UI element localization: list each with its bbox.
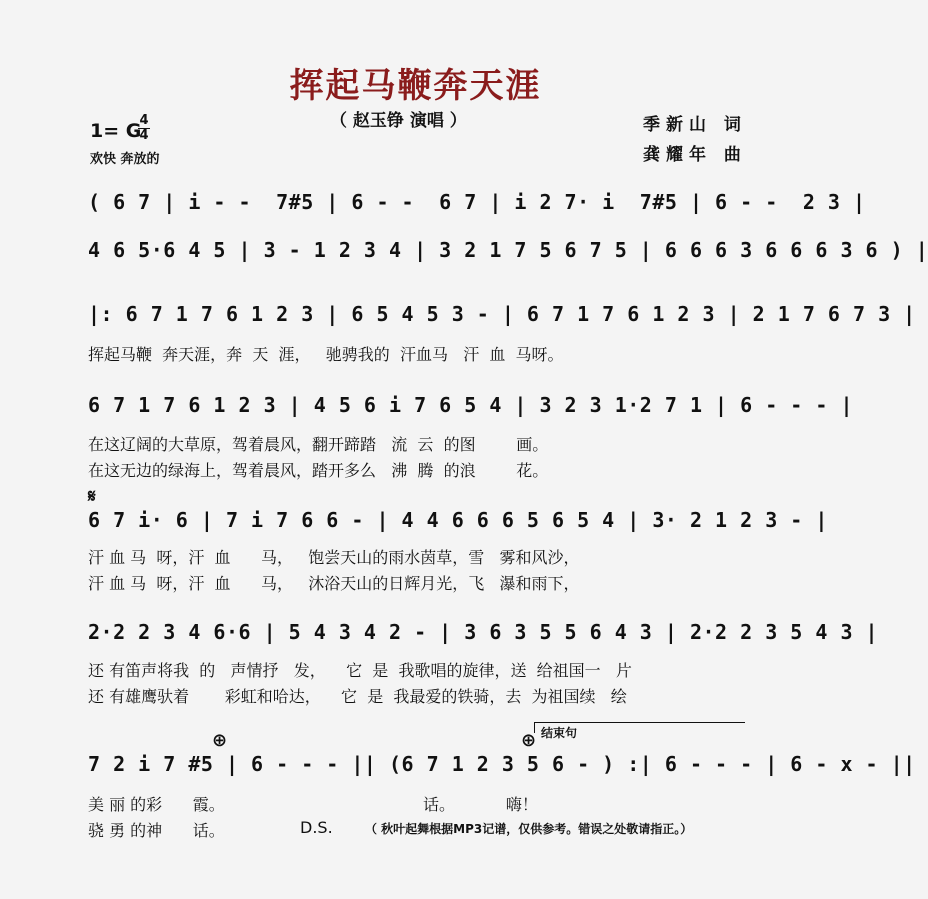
lyric-line-3: 在这无边的绿海上，驾着晨风，踏开多么 沸 腾 的浪 花。 — [88, 461, 549, 480]
lyric-line-4: 汗 血 马 呀，汗 血 马， 饱尝天山的雨水茵草，雪 雾和风沙， — [88, 548, 580, 567]
transcription-note: （ 秋叶起舞根据MP3记谱，仅供参考。错误之处敬请指正。） — [365, 822, 693, 836]
lyric-line-5: 汗 血 马 呀，汗 血 马， 沐浴天山的日辉月光，飞 瀑和雨下， — [88, 574, 580, 593]
lyric-line-8: 美 丽 的彩 霞。 话。 嗨！ — [88, 795, 538, 814]
key-signature: 1= G — [90, 120, 142, 142]
song-title: 挥起马鞭奔天涯 — [289, 66, 542, 106]
time-signature — [138, 114, 150, 143]
notation-row-7: 7 2 i 7 #5 | 6 - - - || (6 7 1 2 3 5 6 - ) :| 6 - - - | 6 - x - || — [88, 752, 916, 776]
end-phrase-label: 结束句 — [541, 726, 578, 740]
notation-row-6: 2·2 2 3 4 6·6 | 5 4 3 4 2 - | 3 6 3 5 5 6 4 3 | 2·2 2 3 5 4 3 | — [88, 620, 879, 644]
lyric-line-1: 挥起马鞭 奔天涯，奔 天 涯， 驰骋我的 汗血马 汗 血 马呀。 — [88, 345, 564, 364]
lyricist-credit: 季新山 词 — [643, 115, 747, 135]
notation-row-5: 6 7 i· 6 | 7 i 7 6 6 - | 4 4 6 6 6 5 6 5 4 | 3· 2 1 2 3 - | — [88, 508, 828, 532]
lyric-line-6: 还 有笛声将我 的 声情抒 发， 它 是 我歌唱的旋律，送 给祖国一 片 — [88, 661, 632, 680]
lyric-line-7: 还 有雄鹰驮着 彩虹和哈达， 它 是 我最爱的铁骑，去 为祖国续 绘 — [88, 687, 627, 706]
time-sig-top: 4 — [139, 113, 149, 128]
time-sig-bottom: 4 — [139, 128, 149, 143]
notation-row-3: |: 6 7 1 7 6 1 2 3 | 6 5 4 5 3 - | 6 7 1 7 6 1 2 3 | 2 1 7 6 7 3 | — [88, 302, 916, 326]
dal-segno: D.S. — [300, 818, 333, 837]
coda-sign-2: ⊕ — [521, 730, 537, 751]
lyric-line-2: 在这辽阔的大草原，驾着晨风，翻开蹄踏 流 云 的图 画。 — [88, 435, 549, 454]
segno-sign: 𝄋 — [88, 486, 96, 507]
tempo-marking: 欢快 奔放的 — [90, 152, 160, 167]
coda-sign-1: ⊕ — [212, 730, 228, 751]
singer-credit: （ 赵玉铮 演唱 ） — [330, 111, 467, 131]
notation-row-2: 4 6 5·6 4 5 | 3 - 1 2 3 4 | 3 2 1 7 5 6 7 5 | 6 6 6 3 6 6 6 3 6 ) | — [88, 238, 928, 262]
notation-row-1: ( 6 7 | i - - 7#5 | 6 - - 6 7 | i 2 7· i 7#5 | 6 - - 2 3 | — [88, 190, 866, 214]
lyric-line-9: 骁 勇 的神 话。 — [88, 821, 225, 840]
notation-row-4: 6 7 1 7 6 1 2 3 | 4 5 6 i 7 6 5 4 | 3 2 3 1·2 7 1 | 6 - - - | — [88, 393, 854, 417]
composer-credit: 龚耀年 曲 — [643, 145, 747, 165]
